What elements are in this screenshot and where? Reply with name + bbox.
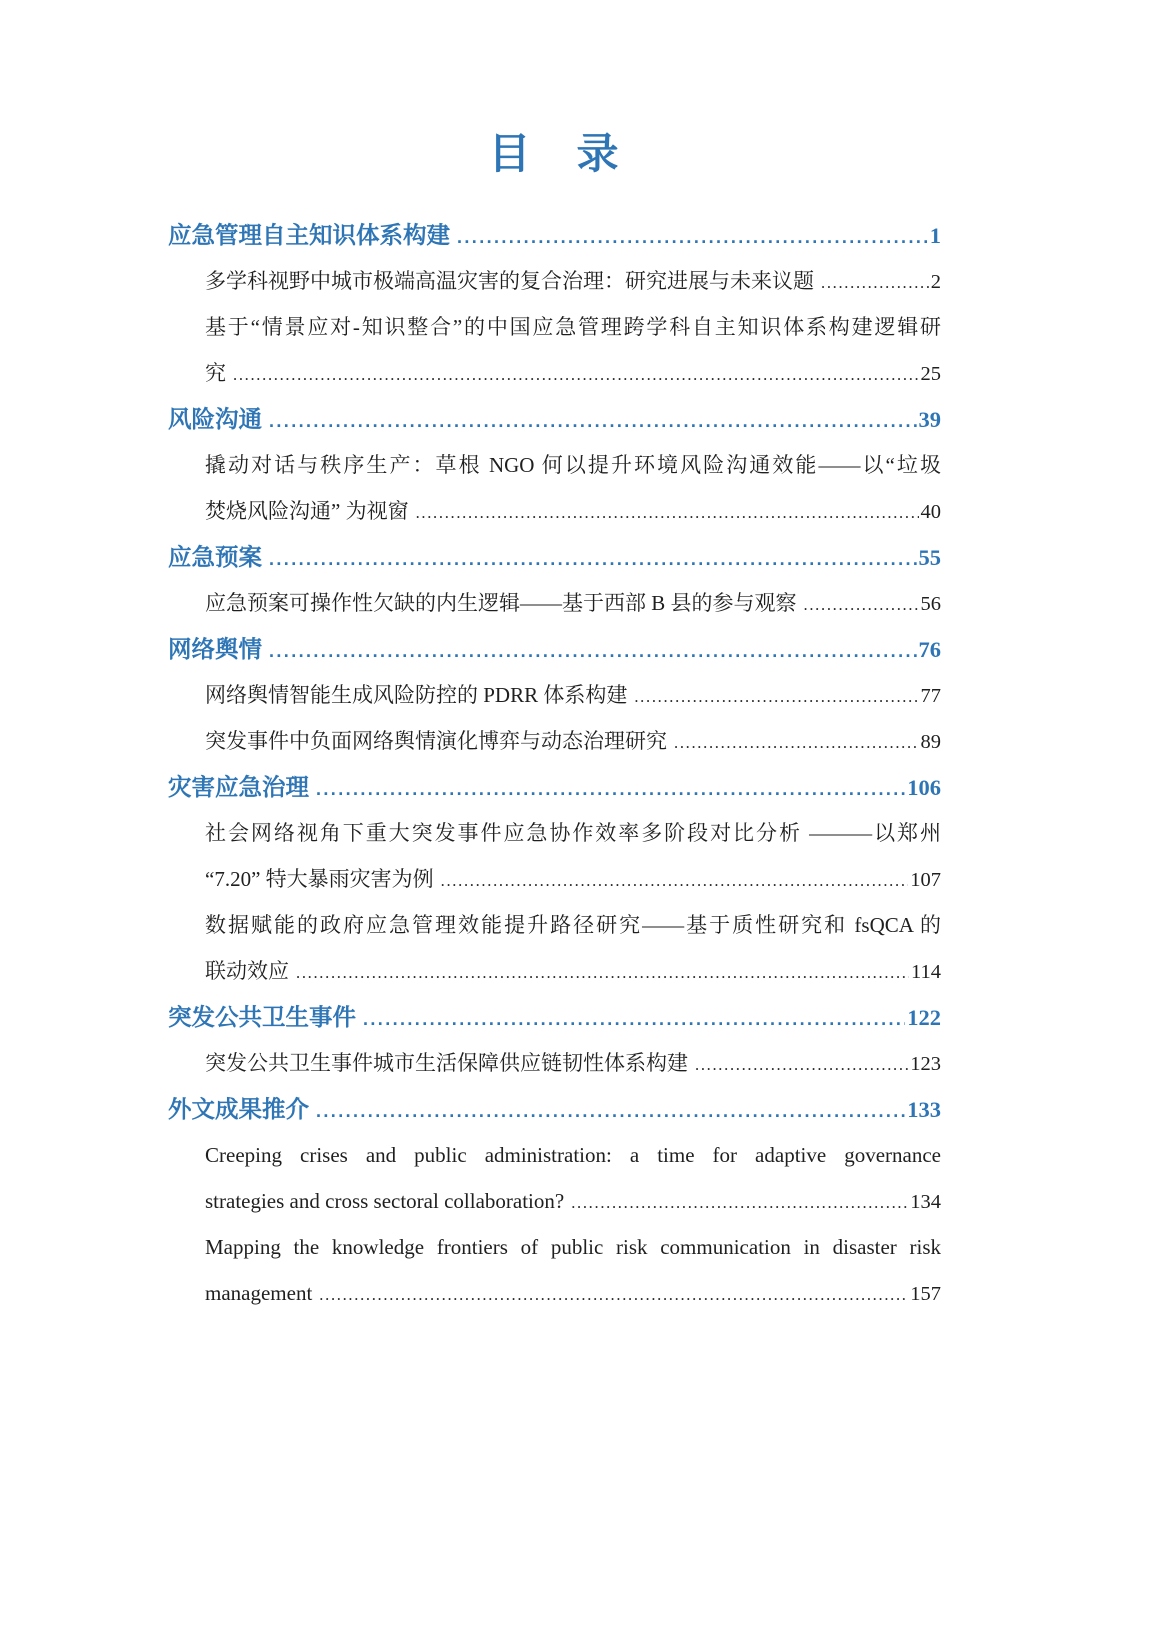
page-number: 1: [929, 223, 941, 248]
toc-sub-entry[interactable]: [168, 810, 941, 902]
dot-leader: [269, 396, 917, 444]
toc-entry-text: 突发公共卫生事件: [168, 1004, 356, 1030]
toc-entry-text: 究: [205, 361, 226, 385]
toc-entry-text: management: [205, 1281, 313, 1305]
toc-entry-row: [168, 764, 941, 810]
toc-entry-text: “7.20” 特大暴雨灾害为例: [205, 867, 434, 891]
page-number: 106: [907, 775, 941, 800]
page-number: 2: [930, 271, 941, 293]
page-number: 55: [918, 545, 941, 570]
toc-section-entry[interactable]: [168, 764, 941, 810]
toc-section-entry[interactable]: [168, 212, 941, 258]
toc-entry-text: 网络舆情: [168, 636, 262, 662]
toc-sub-entry[interactable]: [168, 442, 941, 534]
dot-leader: [316, 1086, 905, 1134]
dot-leader: [457, 212, 928, 260]
dot-leader: [441, 856, 909, 904]
page-number: 25: [920, 363, 941, 385]
toc-entry-row: [168, 626, 941, 672]
page-number: 76: [918, 637, 941, 662]
toc-entry-row: [205, 350, 941, 396]
toc-entry-row: [168, 1086, 941, 1132]
page-number: 157: [910, 1283, 941, 1305]
toc-section-entry[interactable]: [168, 626, 941, 672]
toc-entry-row: [168, 212, 941, 258]
page-number: 77: [920, 685, 941, 707]
page-number: 107: [910, 869, 941, 891]
toc-entry-text-line: Creeping crises and public administration: a time for adaptive governance: [205, 1143, 941, 1167]
toc-entry-row: [168, 994, 941, 1040]
dot-leader: [269, 534, 917, 582]
toc-entry-row: [205, 672, 941, 718]
dot-leader: [674, 718, 919, 766]
toc-sub-entry[interactable]: [168, 580, 941, 626]
toc-section-entry[interactable]: [168, 1086, 941, 1132]
dot-leader: [634, 672, 918, 720]
toc-entry-text: 联动效应: [205, 959, 289, 983]
dot-leader: [804, 580, 919, 628]
toc-section-entry[interactable]: [168, 534, 941, 580]
toc-entry-text: 应急预案可操作性欠缺的内生逻辑——基于西部 B 县的参与观察: [205, 591, 797, 615]
toc-entry-text-line: Mapping the knowledge frontiers of public risk communication in disaster risk: [205, 1235, 941, 1259]
dot-leader: [319, 1270, 908, 1318]
toc-entry-text: strategies and cross sectoral collaboration?: [205, 1189, 565, 1213]
dot-leader: [233, 350, 919, 398]
toc-entry-text: 应急管理自主知识体系构建: [168, 222, 450, 248]
toc-section-entry[interactable]: [168, 396, 941, 442]
toc-entry-row: [205, 580, 941, 626]
toc-entry-row: [205, 258, 941, 304]
toc-sub-entry[interactable]: [168, 1224, 941, 1316]
page-number: 56: [920, 593, 941, 615]
page-number: 123: [910, 1053, 941, 1075]
toc-sub-entry[interactable]: [168, 304, 941, 396]
toc-sub-entry[interactable]: [168, 718, 941, 764]
dot-leader: [316, 764, 905, 812]
dot-leader: [269, 626, 917, 674]
dot-leader: [296, 948, 909, 996]
toc-entry-row: [205, 1178, 941, 1224]
toc-entry-row: [205, 718, 941, 764]
toc-entry-text: 突发公共卫生事件城市生活保障供应链韧性体系构建: [205, 1051, 688, 1075]
toc-sub-entry[interactable]: [168, 1132, 941, 1224]
toc-sub-entry[interactable]: [168, 902, 941, 994]
page-number: 89: [920, 731, 941, 753]
dot-leader: [363, 994, 905, 1042]
toc-entry-text: 网络舆情智能生成风险防控的 PDRR 体系构建: [205, 683, 628, 707]
toc-entry-text: 灾害应急治理: [168, 774, 309, 800]
toc-list: [168, 212, 941, 1316]
page-number: 133: [907, 1097, 941, 1122]
toc-entry-text-line: 撬动对话与秩序生产：草根 NGO 何以提升环境风险沟通效能——以“垃圾: [205, 453, 941, 477]
page-title: 目 录: [488, 130, 621, 177]
toc-entry-row: [168, 396, 941, 442]
dot-leader: [571, 1178, 908, 1226]
toc-entry-text: 风险沟通: [168, 406, 262, 432]
toc-entry-row: [205, 1270, 941, 1316]
toc-entry-row: [205, 856, 941, 902]
toc-section-entry[interactable]: [168, 994, 941, 1040]
toc-entry-text: 焚烧风险沟通” 为视窗: [205, 499, 409, 523]
toc-entry-row: [205, 948, 941, 994]
toc-sub-entry[interactable]: [168, 258, 941, 304]
page-number: 39: [918, 407, 941, 432]
toc-entry-text-line: 基于“情景应对-知识整合”的中国应急管理跨学科自主知识体系构建逻辑研: [205, 315, 941, 339]
dot-leader: [416, 488, 919, 536]
dot-leader: [695, 1040, 908, 1088]
toc-entry-text-line: 数据赋能的政府应急管理效能提升路径研究——基于质性研究和 fsQCA 的: [205, 913, 941, 937]
page-number: 114: [911, 961, 941, 983]
toc-entry-text: 应急预案: [168, 544, 262, 570]
toc-sub-entry[interactable]: [168, 1040, 941, 1086]
toc-sub-entry[interactable]: [168, 672, 941, 718]
page-number: 134: [910, 1191, 941, 1213]
toc-entry-text: 突发事件中负面网络舆情演化博弈与动态治理研究: [205, 729, 667, 753]
toc-entry-text-line: 社会网络视角下重大突发事件应急协作效率多阶段对比分析 ———以郑州: [205, 821, 941, 845]
page-number: 122: [907, 1005, 941, 1030]
dot-leader: [821, 258, 929, 306]
toc-entry-text: 外文成果推介: [168, 1096, 309, 1122]
page-number: 40: [920, 501, 941, 523]
toc-entry-row: [205, 488, 941, 534]
toc-entry-row: [168, 534, 941, 580]
toc-entry-row: [205, 1040, 941, 1086]
toc-entry-text: 多学科视野中城市极端高温灾害的复合治理：研究进展与未来议题: [205, 269, 814, 293]
